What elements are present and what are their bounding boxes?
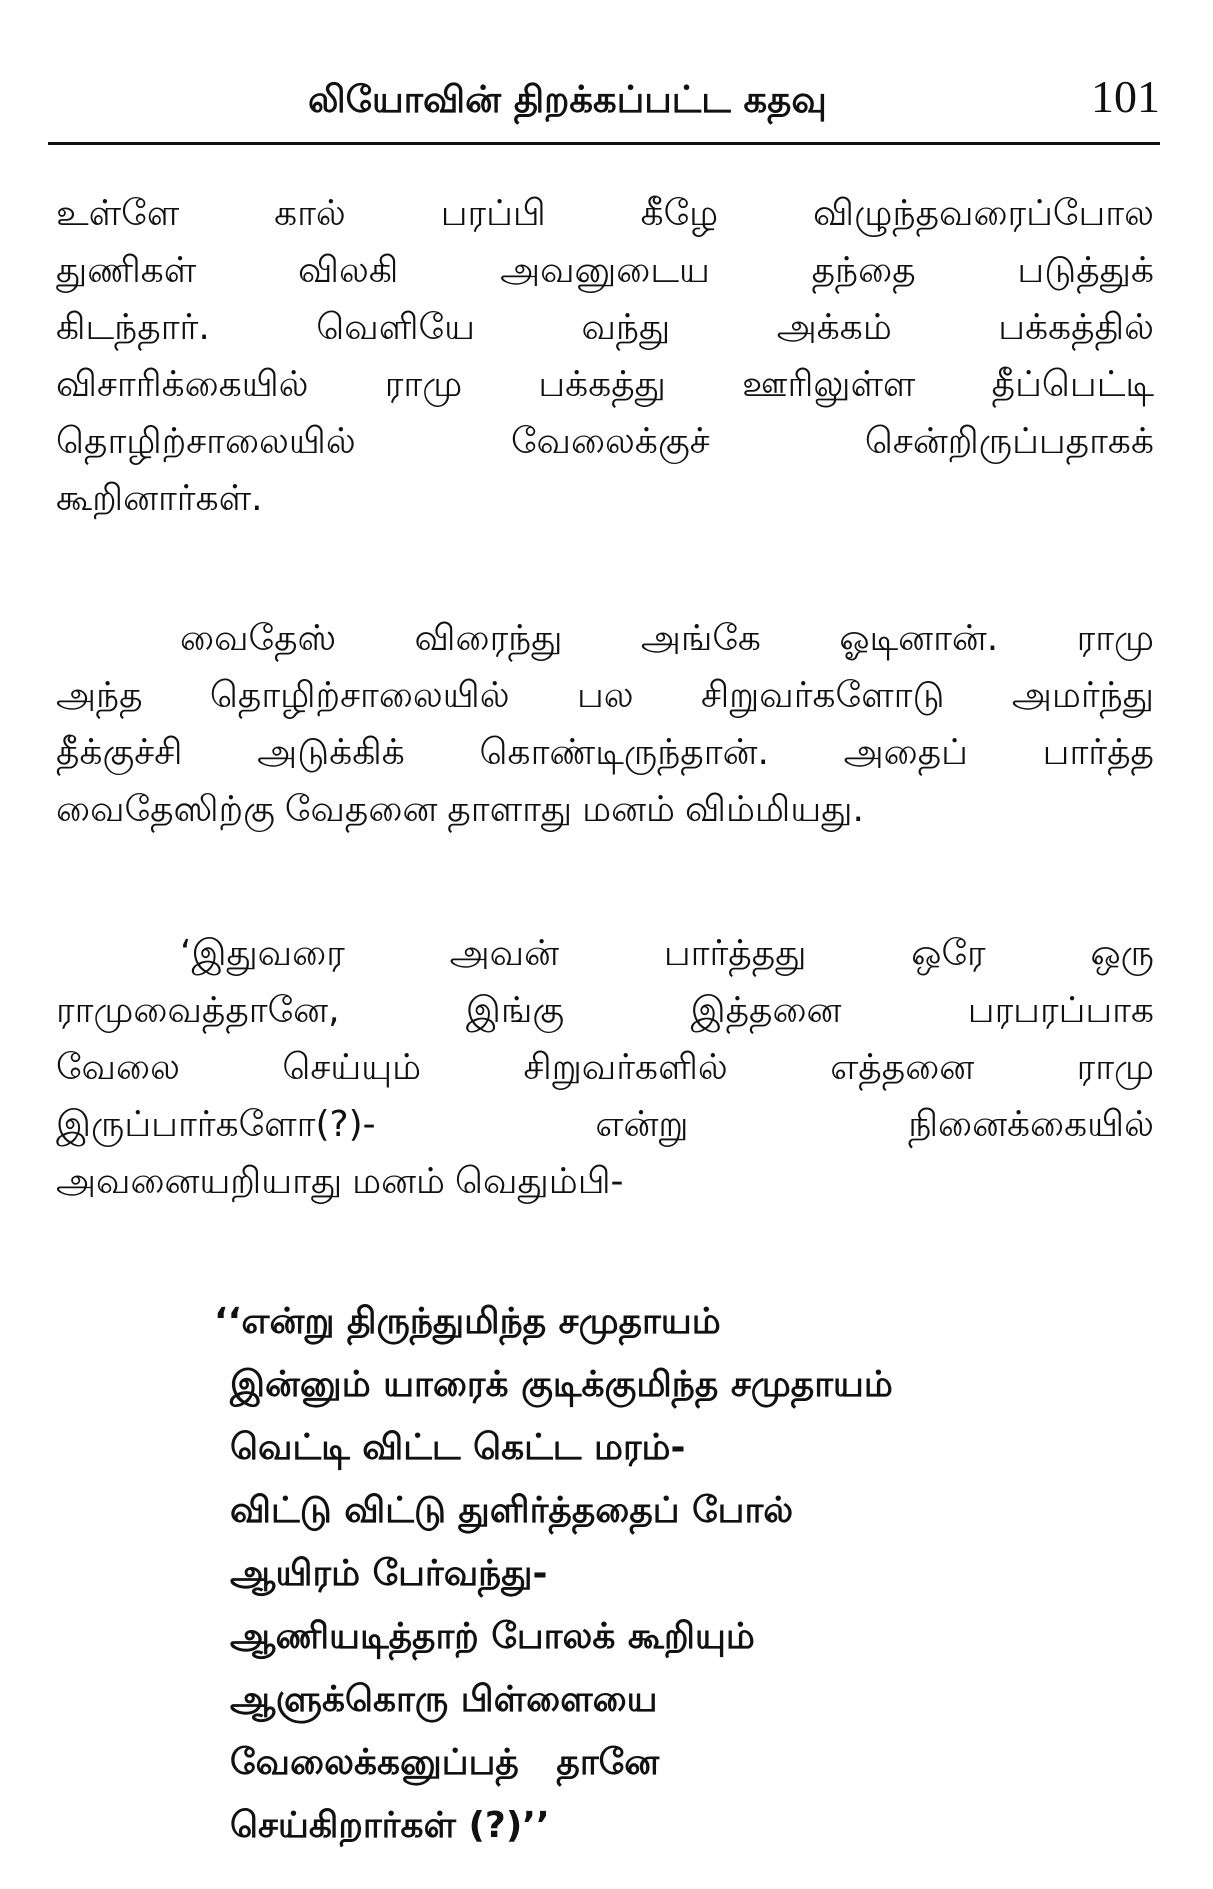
- word: ராமு: [1076, 1047, 1154, 1088]
- word: கால்: [274, 193, 346, 234]
- word: பக்கத்து: [538, 364, 666, 405]
- word: அவனுடைய: [500, 250, 710, 291]
- word: வெளியே: [316, 307, 475, 348]
- word: பல: [576, 675, 634, 716]
- paragraph-2: [56, 610, 1154, 838]
- word: ஒரு: [1090, 933, 1154, 974]
- text-line: [56, 413, 1154, 470]
- verse-line: ஆணியடித்தாற் போலக் கூறியும்: [230, 1616, 755, 1657]
- verse-block: [214, 1290, 1030, 1857]
- text-line: [56, 356, 1154, 413]
- word: தொழிற்சாலையில்: [209, 675, 510, 716]
- word: பார்த்த: [1042, 732, 1154, 773]
- word: வைதேஸிற்கு: [56, 789, 275, 830]
- word: பரபரப்பாக: [967, 990, 1154, 1031]
- word: அவனையறியாது: [56, 1161, 343, 1202]
- verse-line: செய்கிறார்கள் (?)’’: [230, 1805, 550, 1846]
- word: நினைக்கையில்: [908, 1104, 1154, 1145]
- word: வந்து: [581, 307, 671, 348]
- word: அதைப்: [843, 732, 968, 773]
- paragraph-1: [56, 185, 1154, 527]
- text-line: [56, 185, 1154, 242]
- word: இருப்பார்களோ(?)-: [56, 1104, 376, 1145]
- word: விழுந்தவரைப்போல: [813, 193, 1154, 234]
- word: மனம்: [582, 789, 675, 830]
- word: ராமு: [384, 364, 463, 405]
- word: என்று: [595, 1104, 689, 1145]
- word: சென்றிருப்பதாகக்: [864, 421, 1154, 462]
- word: செய்யும்: [282, 1047, 422, 1088]
- page-header: [50, 60, 1160, 140]
- word: தீப்பெட்டி: [991, 364, 1154, 405]
- word: வைதேஸ்: [180, 618, 337, 659]
- text-line: [56, 610, 1154, 667]
- word: கிடந்தார்.: [56, 307, 210, 348]
- word: விம்மியது.: [685, 789, 864, 830]
- verse-line: ஆயிரம் பேர்வந்து-: [230, 1553, 548, 1594]
- word: விலகி: [298, 250, 399, 291]
- page-number: 101: [1091, 71, 1160, 122]
- running-title: லியோவின் திறக்கப்பட்ட கதவு: [308, 78, 827, 121]
- word: தாளாது: [447, 789, 573, 830]
- text-line: [56, 299, 1154, 356]
- word: அக்கம்: [776, 307, 892, 348]
- verse-line: இன்னும் யாரைக் குடிக்குமிந்த சமுதாயம்: [230, 1364, 893, 1405]
- word: அடுக்கிக்: [257, 732, 405, 773]
- word: வேதனை: [284, 789, 438, 830]
- word: தந்தை: [811, 250, 916, 291]
- word: ஒரே: [911, 933, 986, 974]
- word: மனம்: [352, 1161, 446, 1202]
- text-line: [56, 925, 1154, 982]
- word: சிறுவர்களில்: [523, 1047, 728, 1088]
- text-line: [56, 470, 1154, 527]
- word: ராமு: [1076, 618, 1154, 659]
- text-line: [56, 242, 1154, 299]
- word: ஊரிலுள்ள: [742, 364, 916, 405]
- text-line: [56, 1039, 1154, 1096]
- word: வேலைக்குச்: [510, 421, 710, 462]
- word: அவன்: [449, 933, 560, 974]
- word: கீழே: [640, 193, 719, 234]
- word: சிறுவர்களோடு: [700, 675, 945, 716]
- word: உள்ளே: [56, 193, 180, 234]
- word: துணிகள்: [56, 250, 197, 291]
- word: இத்தனை: [690, 990, 842, 1031]
- word: அந்த: [56, 675, 143, 716]
- word: ‘இதுவரை: [180, 933, 345, 974]
- word: விசாரிக்கையில்: [56, 364, 309, 405]
- verse-line: ஆளுக்கொரு பிள்ளையை: [230, 1679, 658, 1720]
- verse-line: வேலைக்கனுப்பத் தானே: [230, 1742, 660, 1783]
- text-line: [56, 1153, 1154, 1210]
- word: ஓடினான்.: [839, 618, 999, 659]
- word: கொண்டிருந்தான்.: [479, 732, 769, 773]
- header-rule: [48, 142, 1160, 145]
- word: கூறினார்கள்.: [56, 478, 263, 519]
- word: பக்கத்தில்: [998, 307, 1154, 348]
- word: தீக்குச்சி: [56, 732, 183, 773]
- verse-line: விட்டு விட்டு துளிர்த்ததைப் போல்: [230, 1490, 794, 1531]
- word: படுத்துக்: [1017, 250, 1154, 291]
- word: அங்கே: [640, 618, 761, 659]
- word: வெதும்பி-: [455, 1161, 624, 1202]
- paragraph-3: [56, 925, 1154, 1210]
- text-line: [56, 1096, 1154, 1153]
- text-line: [56, 982, 1154, 1039]
- word: விரைந்து: [414, 618, 563, 659]
- text-line: [56, 724, 1154, 781]
- word: இங்கு: [465, 990, 565, 1031]
- word: பார்த்தது: [663, 933, 807, 974]
- word: தொழிற்சாலையில்: [56, 421, 356, 462]
- word: பரப்பி: [440, 193, 546, 234]
- text-line: [56, 667, 1154, 724]
- text-line: [56, 781, 1154, 838]
- word: அமர்ந்து: [1011, 675, 1154, 716]
- word: எத்தனை: [830, 1047, 975, 1088]
- word: வேலை: [56, 1047, 180, 1088]
- verse-line: ‘‘என்று திருந்துமிந்த சமுதாயம்: [214, 1301, 721, 1342]
- word: ராமுவைத்தானே,: [56, 990, 340, 1031]
- verse-line: வெட்டி விட்ட கெட்ட மரம்-: [230, 1427, 686, 1468]
